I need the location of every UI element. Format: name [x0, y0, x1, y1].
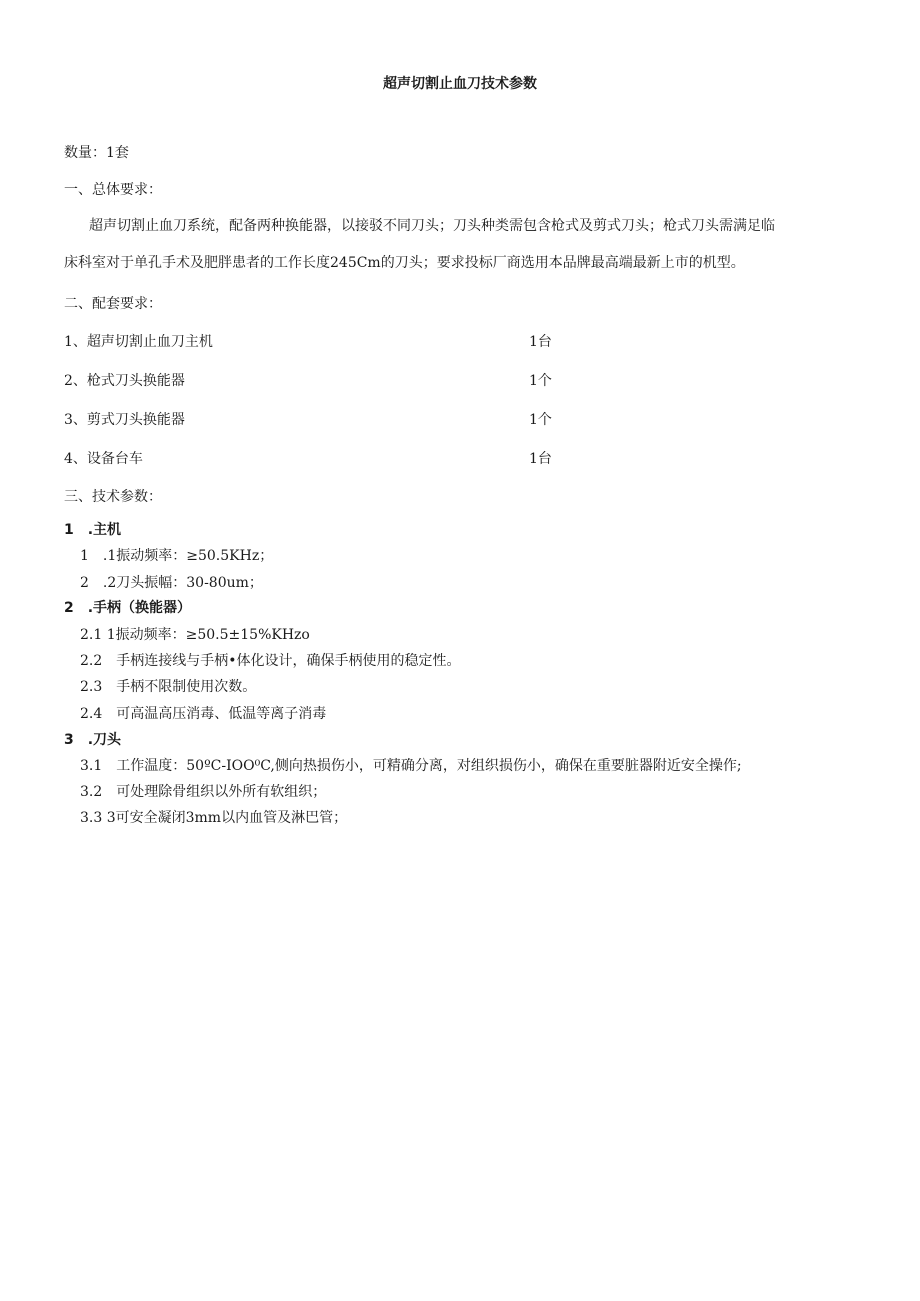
spec-item: 2.1 1振动频率：≥50.5±15%KHzo [80, 627, 310, 643]
section-heading-general: 一、总体要求： [64, 182, 162, 198]
section-heading-specs: 三、技术参数： [64, 489, 162, 505]
spec-item: 1 .1振动频率：≥50.5KHz； [80, 548, 274, 564]
accessory-name: 2、枪式刀头换能器 [64, 373, 185, 389]
general-paragraph-line-1: 超声切割止血刀系统，配备两种换能器，以接驳不同刀头；刀头种类需包含枪式及剪式刀头；枪式刀头需满足临 [89, 218, 775, 234]
spec-item: 2.3 手柄不限制使用次数。 [80, 679, 257, 695]
spec-item: 2.4 可高温高压消毒、低温等离子消毒 [80, 706, 327, 722]
accessory-qty: 1个 [529, 412, 552, 428]
accessory-qty: 1台 [529, 451, 552, 467]
general-paragraph-line-2: 床科室对于单孔手术及肥胖患者的工作长度245Cm的刀头；要求投标厂商选用本品牌最高端最新上市的机型。 [64, 255, 745, 271]
accessory-qty: 1个 [529, 373, 552, 389]
spec-item: 3.3 3可安全凝闭3mm以内血管及淋巴管； [80, 810, 348, 826]
accessory-name: 1、超声切割止血刀主机 [64, 334, 213, 350]
spec-item: 2 .2刀头振幅：30-80um； [80, 575, 263, 591]
spec-heading-handle: 2 .手柄（换能器） [64, 600, 192, 616]
accessory-name: 3、剪式刀头换能器 [64, 412, 185, 428]
spec-item: 3.1 工作温度：50ºC-IOO⁰C,侧向热损伤小，可精确分离，对组织损伤小，确保在重要脏器附近安全操作; [80, 758, 742, 774]
accessory-name: 4、设备台车 [64, 451, 143, 467]
spec-heading-tip: 3 .刀头 [64, 732, 122, 748]
accessory-qty: 1台 [529, 334, 552, 350]
spec-heading-host: 1 .主机 [64, 522, 122, 538]
spec-item: 3.2 可处理除骨组织以外所有软组织； [80, 784, 327, 800]
quantity-line: 数量：1套 [64, 145, 129, 161]
spec-item: 2.2 手柄连接线与手柄•体化设计，确保手柄使用的稳定性。 [80, 653, 461, 669]
page-title: 超声切割止血刀技术参数 [383, 76, 537, 92]
section-heading-accessories: 二、配套要求： [64, 296, 162, 312]
